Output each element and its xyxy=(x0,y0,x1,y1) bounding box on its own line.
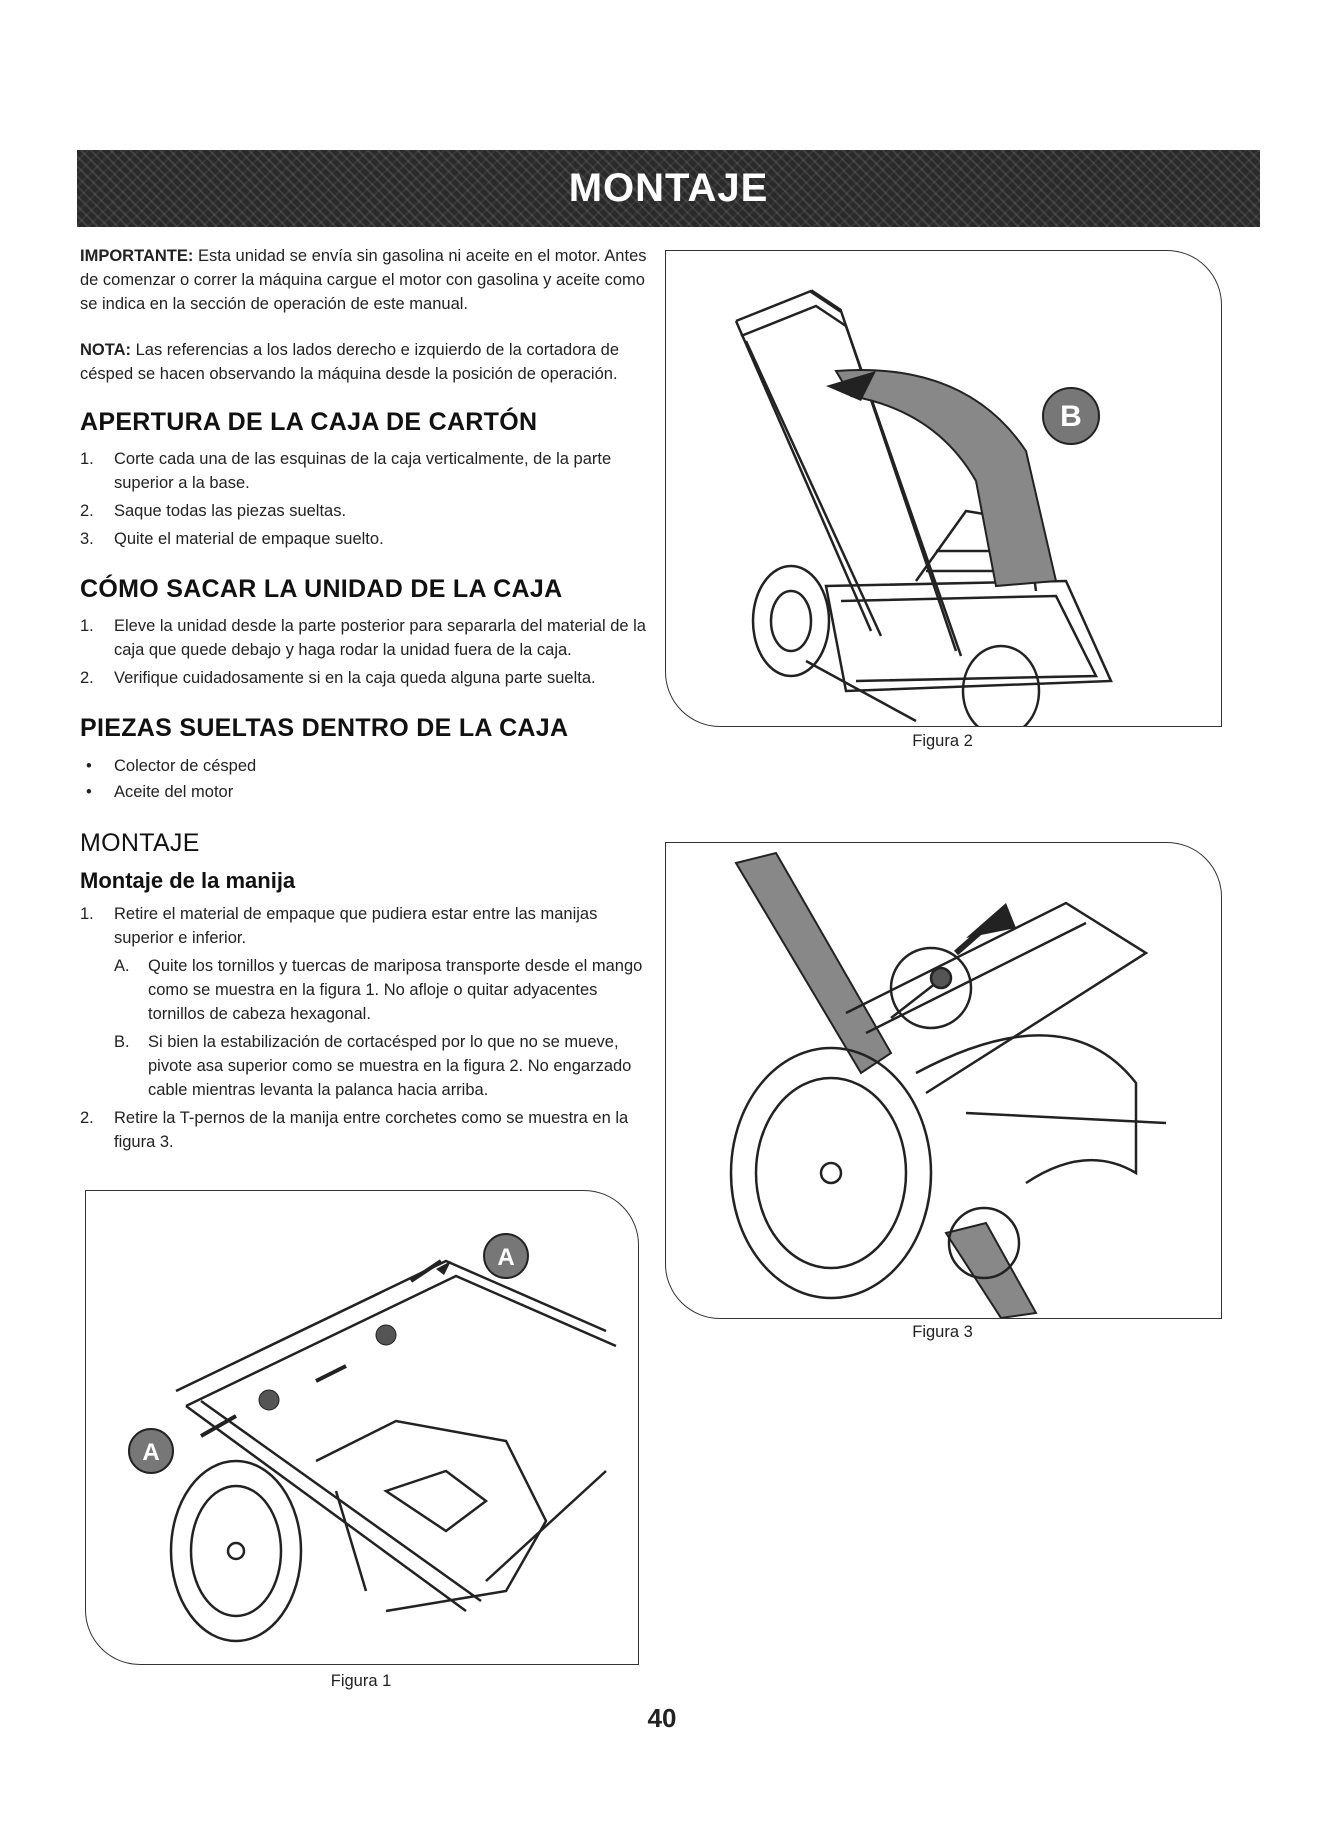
list-item: 2. Verifique cuidadosamente si en la caja queda alguna parte suelta. xyxy=(80,669,596,687)
list-item: 2. Retire la T-pernos de la manija entre corchetes como se muestra en la figura 3. xyxy=(80,1109,629,1151)
sacar-steps xyxy=(80,614,655,690)
figure-3-caption: Figura 3 xyxy=(912,1323,973,1341)
list-item: 1. Corte cada una de las esquinas de la caja verticalmente, de la parte superior a la base. xyxy=(80,450,612,492)
callout-b: B xyxy=(1060,400,1082,433)
callout-a-right: A xyxy=(497,1244,515,1271)
page-number: 40 xyxy=(647,1703,677,1733)
list-item: A. Quite los tornillos y tuercas de mariposa transporte desde el mango como se muestra en la figura 1. No afloje o quitar adyacentes tornillos de cabeza hexagonal. xyxy=(114,957,643,1023)
list-item: B. Si bien la estabilización de cortacésped por lo que no se mueve, pivote asa superior como se muestra en la figura 2. No engarzado cable mientras levanta la palanca hacia arriba. xyxy=(114,1033,632,1099)
importante-paragraph xyxy=(80,244,655,316)
nota-label: NOTA: xyxy=(80,341,132,359)
figure-3 xyxy=(665,842,1222,1319)
montaje-subheading: Montaje de la manija xyxy=(80,868,296,893)
nota-paragraph xyxy=(80,338,655,386)
figure-1 xyxy=(85,1190,639,1665)
list-item: 3. Quite el material de empaque suelto. xyxy=(80,530,384,548)
figure-2 xyxy=(665,250,1222,727)
banner-title: MONTAJE xyxy=(568,166,769,210)
apertura-steps xyxy=(80,447,655,551)
piezas-heading: PIEZAS SUELTAS DENTRO DE LA CAJA xyxy=(80,714,569,742)
list-item: 1. Eleve la unidad desde la parte posterior para separarla del material de la caja que quede debajo y haga rodar la unidad fuera de la caja. xyxy=(80,617,646,659)
callout-a-left: A xyxy=(142,1439,160,1466)
importante-text: Esta unidad se envía sin gasolina ni aceite en el motor. Antes de comenzar o correr la máquina cargue el motor con gasolina y aceite como se indica en la sección de operación de este manual. xyxy=(80,247,647,313)
figure-2-caption: Figura 2 xyxy=(912,732,973,750)
list-item: • Colector de césped xyxy=(80,753,655,779)
figure-1-illustration xyxy=(86,1191,638,1664)
figure-3-illustration xyxy=(666,843,1221,1318)
nota-text: Las referencias a los lados derecho e izquierdo de la cortadora de césped se hacen observando la máquina desde la posición de operación. xyxy=(80,341,619,383)
importante-label: IMPORTANTE: xyxy=(80,247,194,265)
list-item: • Aceite del motor xyxy=(80,779,655,805)
montaje-heading: MONTAJE xyxy=(80,829,200,857)
montaje-substeps xyxy=(114,954,655,1102)
left-column xyxy=(80,244,655,1178)
figure-1-caption: Figura 1 xyxy=(330,1672,392,1690)
list-item: 2. Saque todas las piezas sueltas. xyxy=(80,502,347,520)
piezas-list xyxy=(80,753,655,805)
section-banner xyxy=(77,150,1260,227)
montaje-steps xyxy=(80,902,655,1154)
apertura-heading: APERTURA DE LA CAJA DE CARTÓN xyxy=(80,408,538,436)
figure-2-illustration xyxy=(666,251,1221,726)
sacar-heading: CÓMO SACAR LA UNIDAD DE LA CAJA xyxy=(80,575,563,603)
list-item: 1. Retire el material de empaque que pudiera estar entre las manijas superior e inferior. A. Quite los tornillos y tuercas de mariposa transporte desde el mango como se muestra en la figura 1. No afloje o quitar adyacentes tornillos de cabeza hexagonal. B. Si bien la estabilización de cortacésped por lo que no se mueve, pivote asa superior como se muestra en la figura 2. No engarzado cable mientras levanta la palanca hacia arriba. xyxy=(80,902,655,1102)
